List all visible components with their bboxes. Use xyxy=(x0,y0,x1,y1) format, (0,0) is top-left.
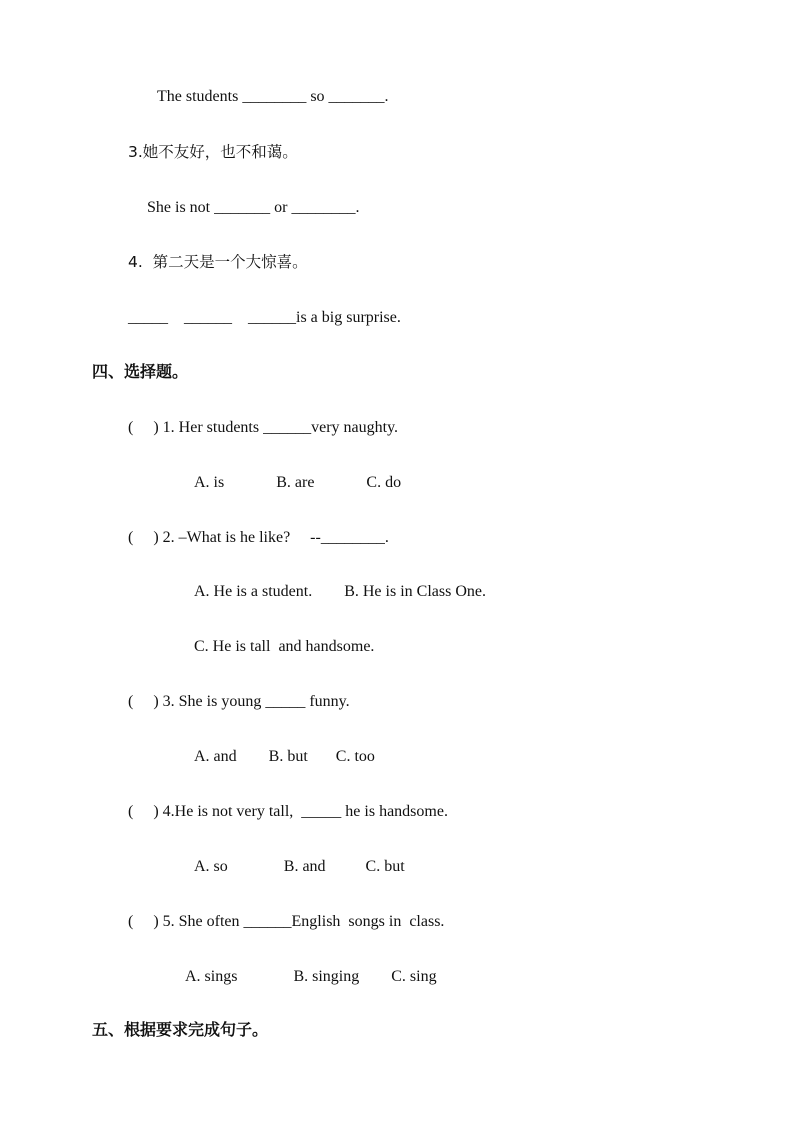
item4-prompt: 4. 第二天是一个大惊喜。 xyxy=(128,253,308,271)
item2-answer-line: The students ________ so _______. xyxy=(157,88,389,105)
question-5-options: A. sings B. singing C. sing xyxy=(185,968,437,985)
question-3-stem: ( ) 3. She is young _____ funny. xyxy=(128,693,350,710)
item3-prompt: 3.她不友好，也不和蔼。 xyxy=(128,143,298,161)
question-1-stem: ( ) 1. Her students ______very naughty. xyxy=(128,419,399,436)
item4-answer-line: _____ ______ ______is a big surprise. xyxy=(128,309,401,326)
question-4-stem: ( ) 4.He is not very tall, _____ he is handsome. xyxy=(128,803,448,820)
question-3-options: A. and B. but C. too xyxy=(194,748,375,765)
question-1-options: A. is B. are C. do xyxy=(194,474,402,491)
item3-answer-line: She is not _______ or ________. xyxy=(147,199,360,216)
question-4-options: A. so B. and C. but xyxy=(194,858,405,875)
question-2-stem: ( ) 2. –What is he like? --________. xyxy=(128,529,389,546)
question-2-options-a-b: A. He is a student. B. He is in Class One. xyxy=(194,583,486,600)
question-2-options-c: C. He is tall and handsome. xyxy=(194,638,375,655)
section4-title: 四、选择题。 xyxy=(92,362,189,381)
section5-title: 五、根据要求完成句子。 xyxy=(92,1020,269,1039)
question-5-stem: ( ) 5. She often ______English songs in class. xyxy=(128,913,445,930)
